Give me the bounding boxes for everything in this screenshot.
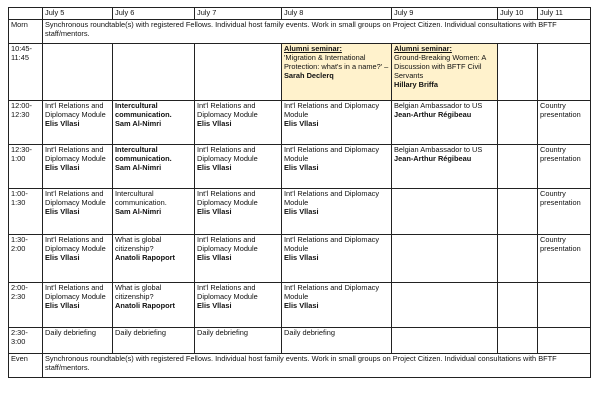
schedule-row [9,44,591,101]
session-speaker: Elis Vllasi [284,253,319,263]
session-speaker: Elis Vllasi [197,207,232,217]
time-cell: 10:45- 11:45 [9,44,43,101]
alumni-seminar-cell [392,44,498,101]
schedule-row [9,189,591,235]
evening-activities: Synchronous roundtable(s) with registered Fellows. Individual host family events. Work in small groups on Project Citizen. Individual consultations with BFTF staff/mentors. [43,354,591,378]
time-cell: 2:00- 2:30 [9,283,43,328]
empty-cell [498,235,538,283]
session-speaker: Sam Al-Nimri [115,207,162,217]
session-speaker: Jean-Arthur Régibeau [394,110,472,120]
header-day: July 9 [392,8,498,20]
seminar-text: Ground-Breaking Women: A Discussion with BFTF Civil Servants [394,53,486,81]
debriefing-cell: Daily debriefing [113,328,195,354]
session-cell [282,235,392,283]
empty-cell [538,328,591,354]
schedule-row [9,328,591,354]
debriefing-cell: Daily debriefing [282,328,392,354]
session-text: Int'l Relations and Diplomacy Module [284,101,380,120]
empty-cell [538,44,591,101]
session-speaker: Anatoli Rapoport [115,253,175,263]
session-cell [43,145,113,189]
seminar-text: 'Migration & International Protection: what's in a name?' – [284,53,389,72]
session-cell [538,101,591,145]
session-cell [113,235,195,283]
session-text: Int'l Relations and Diplomacy Module [45,235,106,254]
session-text: Belgian Ambassador to US [394,101,483,110]
header-time-cell [9,8,43,20]
empty-cell [392,189,498,235]
session-speaker: Elis Vllasi [284,301,319,311]
header-day: July 8 [282,8,392,20]
session-text: Int'l Relations and Diplomacy Module [284,235,380,254]
session-text: Int'l Relations and Diplomacy Module [197,145,258,164]
schedule-row [9,235,591,283]
empty-cell [113,44,195,101]
header-day: July 7 [195,8,282,20]
empty-cell [43,44,113,101]
time-cell: 2:30- 3:00 [9,328,43,354]
time-cell: 1:30- 2:00 [9,235,43,283]
session-speaker: Elis Vllasi [197,163,232,173]
seminar-title: Alumni seminar: [284,44,342,53]
schedule-row [9,283,591,328]
session-cell [282,283,392,328]
session-cell [195,189,282,235]
session-cell [282,189,392,235]
time-cell: Morn [9,20,43,44]
session-speaker: Elis Vllasi [197,253,232,263]
seminar-speaker: Hillary Briffa [394,80,438,90]
session-speaker: Elis Vllasi [284,163,319,173]
session-text: Int'l Relations and Diplomacy Module [197,283,258,302]
session-text: Int'l Relations and Diplomacy Module [197,235,258,254]
session-cell [113,145,195,189]
session-cell [43,101,113,145]
schedule-table [8,7,591,378]
session-speaker: Elis Vllasi [197,301,232,311]
session-text: Country presentation [540,189,581,208]
empty-cell [392,328,498,354]
session-cell [113,189,195,235]
session-speaker: Anatoli Rapoport [115,301,175,311]
session-text: Intercultural communication. [115,145,172,164]
session-cell [195,283,282,328]
header-day: July 5 [43,8,113,20]
time-cell: 12:30- 1:00 [9,145,43,189]
session-text: Country presentation [540,235,581,254]
empty-cell [538,283,591,328]
session-text: Int'l Relations and Diplomacy Module [45,189,106,208]
header-day: July 6 [113,8,195,20]
header-day: July 11 [538,8,591,20]
session-speaker: Elis Vllasi [284,119,319,129]
session-text: Int'l Relations and Diplomacy Module [197,101,258,120]
seminar-title: Alumni seminar: [394,44,452,53]
session-cell [195,145,282,189]
morning-row [9,20,591,44]
session-speaker: Elis Vllasi [45,207,80,217]
empty-cell [392,283,498,328]
debriefing-cell: Daily debriefing [195,328,282,354]
session-speaker: Elis Vllasi [45,253,80,263]
empty-cell [498,189,538,235]
session-cell [538,189,591,235]
empty-cell [195,44,282,101]
session-cell [43,235,113,283]
schedule-row [9,101,591,145]
session-text: Int'l Relations and Diplomacy Module [45,283,106,302]
session-text: Intercultural communication. [115,101,172,120]
session-speaker: Sam Al-Nimri [115,163,162,173]
evening-row [9,354,591,378]
empty-cell [498,145,538,189]
session-speaker: Elis Vllasi [45,119,80,129]
empty-cell [498,101,538,145]
session-text: Int'l Relations and Diplomacy Module [45,101,106,120]
schedule-wrapper [8,7,591,378]
time-cell: 12:00- 12:30 [9,101,43,145]
session-text: Int'l Relations and Diplomacy Module [284,283,380,302]
session-text: Int'l Relations and Diplomacy Module [284,145,380,164]
schedule-row [9,145,591,189]
session-text: Intercultural communication. [115,189,167,208]
session-speaker: Elis Vllasi [45,301,80,311]
time-cell: Even [9,354,43,378]
session-cell [195,101,282,145]
morning-activities: Synchronous roundtable(s) with registered Fellows. Individual host family events. Work in small groups on Project Citizen. Individual consultations with BFTF staff/mentors. [43,20,591,44]
seminar-speaker: Sarah Declerq [284,71,334,81]
session-speaker: Elis Vllasi [197,119,232,129]
empty-cell [392,235,498,283]
header-day: July 10 [498,8,538,20]
session-text: Int'l Relations and Diplomacy Module [197,189,258,208]
empty-cell [498,44,538,101]
session-speaker: Jean-Arthur Régibeau [394,154,472,164]
session-cell [282,101,392,145]
session-speaker: Sam Al-Nimri [115,119,162,129]
session-cell [538,145,591,189]
debriefing-cell: Daily debriefing [43,328,113,354]
session-cell [392,145,498,189]
session-cell [538,235,591,283]
session-text: Int'l Relations and Diplomacy Module [284,189,380,208]
session-cell [43,283,113,328]
session-speaker: Elis Vllasi [284,207,319,217]
session-text: What is global citizenship? [115,283,162,302]
session-text: Int'l Relations and Diplomacy Module [45,145,106,164]
empty-cell [498,283,538,328]
session-text: Country presentation [540,145,581,164]
session-text: Belgian Ambassador to US [394,145,483,154]
session-cell [113,101,195,145]
session-cell [43,189,113,235]
header-row [9,8,591,20]
session-cell [282,145,392,189]
session-cell [113,283,195,328]
session-cell [392,101,498,145]
session-text: What is global citizenship? [115,235,162,254]
session-text: Country presentation [540,101,581,120]
session-cell [195,235,282,283]
empty-cell [498,328,538,354]
time-cell: 1:00- 1:30 [9,189,43,235]
alumni-seminar-cell [282,44,392,101]
session-speaker: Elis Vllasi [45,163,80,173]
